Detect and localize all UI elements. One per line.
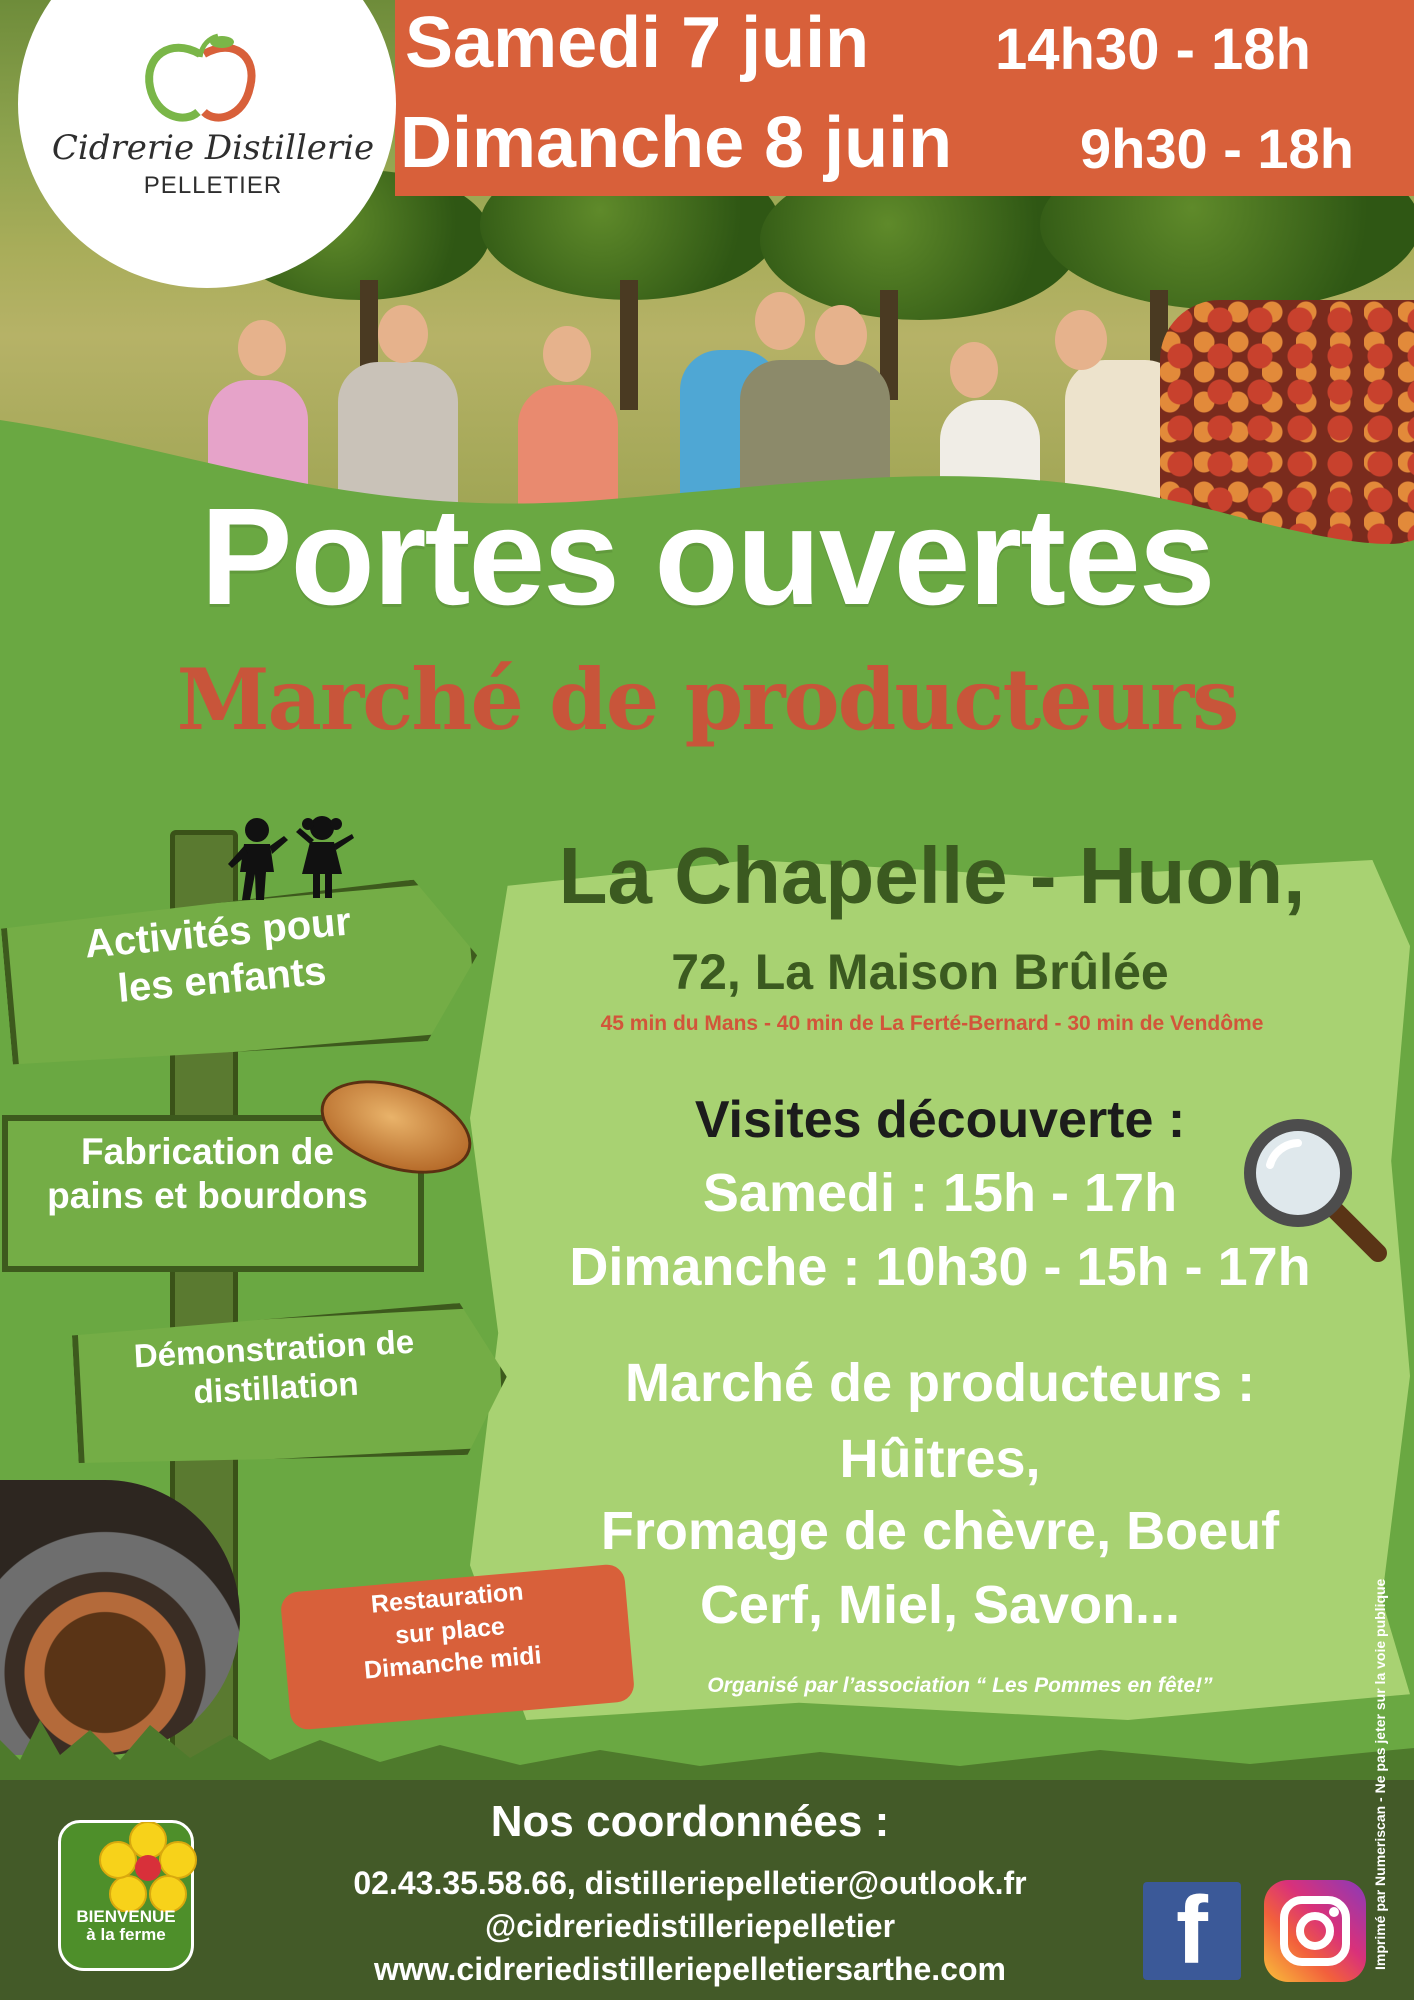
sign3-line1: Démonstration de [132,1322,415,1375]
restaurant-line2: sur place [394,1611,506,1650]
apple-logo-icon [130,32,270,127]
restaurant-line3: Dimanche midi [363,1641,543,1685]
time1-label: 14h30 - 18h [995,17,1311,82]
contact-social-handle[interactable]: @cidreriedistilleriepelletier [484,1908,896,1944]
market-line3: Cerf, Miel, Savon... [699,1575,1181,1635]
bienvenue-text [58,1908,194,1944]
visits-sunday: Dimanche : 10h30 - 15h - 17h [569,1237,1311,1297]
logo-name: Cidrerie Distillerie [51,128,375,168]
logo-subtitle: PELLETIER [143,172,283,199]
restaurant-line1: Restauration [369,1577,525,1619]
page-title: Portes ouvertes [200,480,1214,634]
flower-icon [98,1822,198,1912]
printer-note: Imprimé par Numeriscan - Ne pas jeter sur la voie publique [1372,1578,1388,1970]
instagram-glyph [1264,1880,1366,1982]
badge-line1: BIENVENUE [76,1907,176,1926]
facebook-glyph: f [1176,1877,1208,1984]
address: 72, La Maison Brûlée [671,944,1169,1000]
city-title: La Chapelle - Huon, [558,831,1306,920]
sign1-line1: Activités pour [83,899,353,967]
page-subtitle: Marché de producteurs [176,650,1238,749]
visits-saturday: Samedi : 15h - 17h [702,1163,1178,1223]
market-line1: Hûitres, [839,1429,1041,1489]
badge-line2: à la ferme [86,1924,166,1944]
children-icon [222,812,362,902]
time2-label: 9h30 - 18h [1080,117,1354,180]
grass-edge [0,1700,1414,1780]
sign1-line2: les enfants [116,949,329,1012]
day2-label: Dimanche 8 juin [400,103,953,183]
distances-note: 45 min du Mans - 40 min de La Ferté-Bernard - 30 min de Vendôme [600,1012,1264,1035]
contact-phone-email[interactable]: 02.43.35.58.66, distilleriepelletier@outlook.fr [353,1865,1027,1901]
contact-title: Nos coordonnées : [490,1797,890,1846]
sign2-line1: Fabrication de [81,1131,334,1172]
contact-website[interactable]: www.cidreriedistilleriepelletiersarthe.com [374,1951,1006,1987]
visits-title: Visites découverte : [694,1091,1186,1149]
sign2-line2: pains et bourdons [47,1174,368,1216]
day1-label: Samedi 7 juin [405,3,870,83]
organizer-note: Organisé par l’association “ Les Pommes en fête!” [707,1674,1213,1697]
market-title: Marché de producteurs : [624,1353,1256,1413]
instagram-icon[interactable] [1264,1880,1366,1982]
market-line2: Fromage de chèvre, Boeuf [600,1501,1280,1561]
sign3-line2: distillation [192,1364,360,1411]
